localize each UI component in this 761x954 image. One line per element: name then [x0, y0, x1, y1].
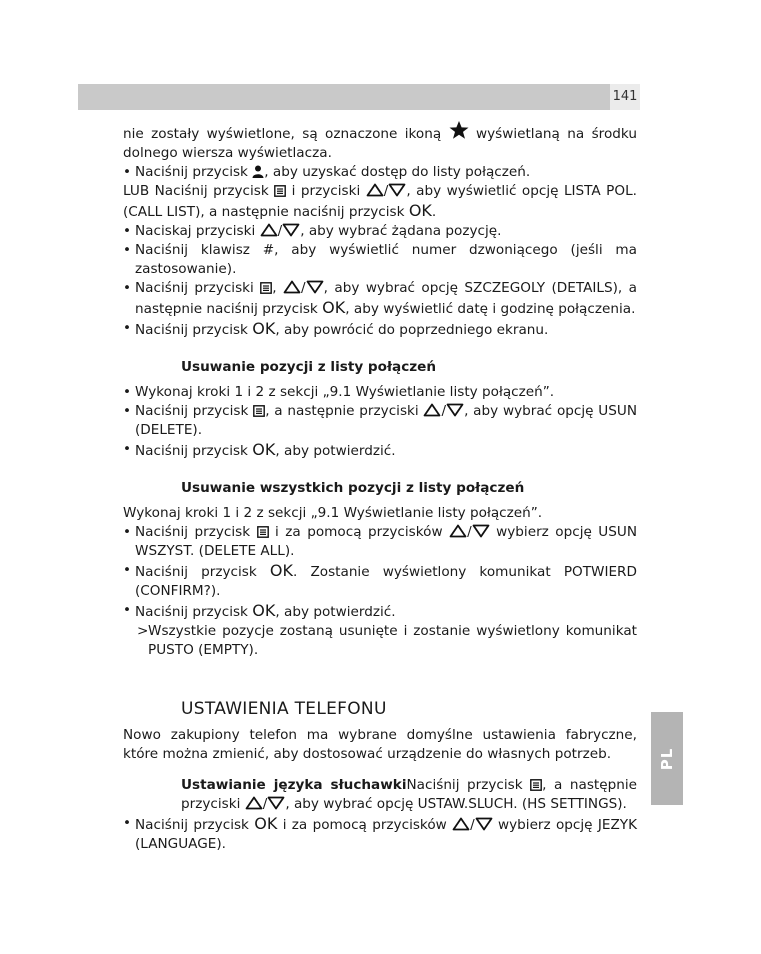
- ok-key-label: OK: [252, 440, 276, 459]
- list-item: • Naciśnij klawisz #, aby wyświetlić numer dzwoniącego (jeśli ma zastosowanie).: [123, 241, 637, 279]
- section-title-phone-settings: USTAWIENIA TELEFONU: [181, 699, 387, 719]
- arrow-up-icon: [423, 403, 441, 417]
- list-item: • Naciśnij przyciski , / , aby wybrać opcję SZCZEGOLY (DETAILS), a następnie naciśnij przycisk OK, aby wyświetlić datę i godzinę połączenia.: [123, 279, 637, 319]
- paragraph-handset-language: Ustawianie języka słuchawkiNaciśnij przycisk , a następnie przyciski / , aby wybrać opcję USTAW.SLUCH. (HS SETTINGS).: [181, 777, 637, 812]
- list-item: • Naciśnij przycisk OK, aby potwierdzić.: [123, 440, 637, 461]
- person-icon: [252, 165, 264, 178]
- language-tab-label: PL: [658, 747, 676, 770]
- menu-icon: [530, 779, 542, 791]
- ok-key-label: OK: [269, 561, 293, 580]
- ok-key-label: OK: [408, 201, 432, 220]
- arrow-up-icon: [283, 280, 301, 294]
- list-item: • Wykonaj kroki 1 i 2 z sekcji „9.1 Wyświetlanie listy połączeń”.: [123, 383, 637, 402]
- arrow-down-icon: [267, 796, 285, 810]
- arrow-up-icon: [245, 796, 263, 810]
- list-item: • Naciśnij przycisk i za pomocą przycisków / wybierz opcję USUN WSZYST. (DELETE ALL).: [123, 523, 637, 561]
- header-bar: [78, 84, 610, 110]
- subheading-handset-language: Ustawianie języka słuchawki: [181, 777, 407, 793]
- paragraph-alternative: LUB Naciśnij przycisk i przyciski / , aby wyświetlić opcję LISTA POL. (CALL LIST), a następnie naciśnij przycisk OK.: [123, 183, 637, 220]
- list-item: • Naciśnij przycisk OK. Zostanie wyświetlony komunikat POTWIERD (CONFIRM?).: [123, 561, 637, 601]
- paragraph-steps: Wykonaj kroki 1 i 2 z sekcji „9.1 Wyświetlanie listy połączeń”.: [123, 505, 543, 521]
- list-item: • Naciskaj przyciski / , aby wybrać żądana pozycję.: [123, 222, 637, 241]
- paragraph-intro: nie zostały wyświetlone, są oznaczone ikoną wyświetlaną na środku dolnego wiersza wyświetlacza.: [123, 120, 637, 163]
- menu-icon: [253, 405, 265, 417]
- arrow-down-icon: [388, 183, 406, 197]
- arrow-down-icon: [475, 817, 493, 831]
- arrow-down-icon: [282, 223, 300, 237]
- list-item: • Naciśnij przycisk , a następnie przyciski / , aby wybrać opcję USUN (DELETE).: [123, 402, 637, 440]
- arrow-up-icon: [449, 524, 467, 538]
- list-item: • Naciśnij przycisk OK, aby potwierdzić.: [123, 601, 637, 622]
- page-number: 141: [610, 84, 640, 110]
- paragraph-settings-intro: Nowo zakupiony telefon ma wybrane domyślne ustawienia fabryczne, które można zmienić, aby dostosować urządzenie do własnych potrzeb.: [123, 727, 637, 762]
- ok-key-label: OK: [252, 319, 276, 338]
- subheading-delete-all: Usuwanie wszystkich pozycji z listy połączeń: [181, 480, 525, 496]
- list-item: • Naciśnij przycisk OK, aby powrócić do poprzedniego ekranu.: [123, 319, 637, 340]
- page-content: [123, 120, 637, 854]
- star-icon: [449, 120, 469, 140]
- subheading-delete-entry: Usuwanie pozycji z listy połączeń: [181, 359, 437, 375]
- list-item: • Naciśnij przycisk , aby uzyskać dostęp do listy połączeń.: [123, 163, 637, 182]
- menu-icon: [274, 185, 286, 197]
- arrow-down-icon: [306, 280, 324, 294]
- arrow-up-icon: [366, 183, 384, 197]
- arrow-up-icon: [260, 223, 278, 237]
- result-note: > Wszystkie pozycje zostaną usunięte i zostanie wyświetlony komunikat PUSTO (EMPTY).: [123, 622, 637, 660]
- ok-key-label: OK: [254, 814, 278, 833]
- menu-icon: [257, 526, 269, 538]
- ok-key-label: OK: [322, 298, 346, 317]
- ok-key-label: OK: [252, 601, 276, 620]
- language-tab: [651, 712, 683, 805]
- arrow-down-icon: [472, 524, 490, 538]
- menu-icon: [260, 282, 272, 294]
- arrow-up-icon: [452, 817, 470, 831]
- arrow-down-icon: [446, 403, 464, 417]
- list-item: • Naciśnij przycisk OK i za pomocą przycisków / wybierz opcję JEZYK (LANGUAGE).: [123, 814, 637, 854]
